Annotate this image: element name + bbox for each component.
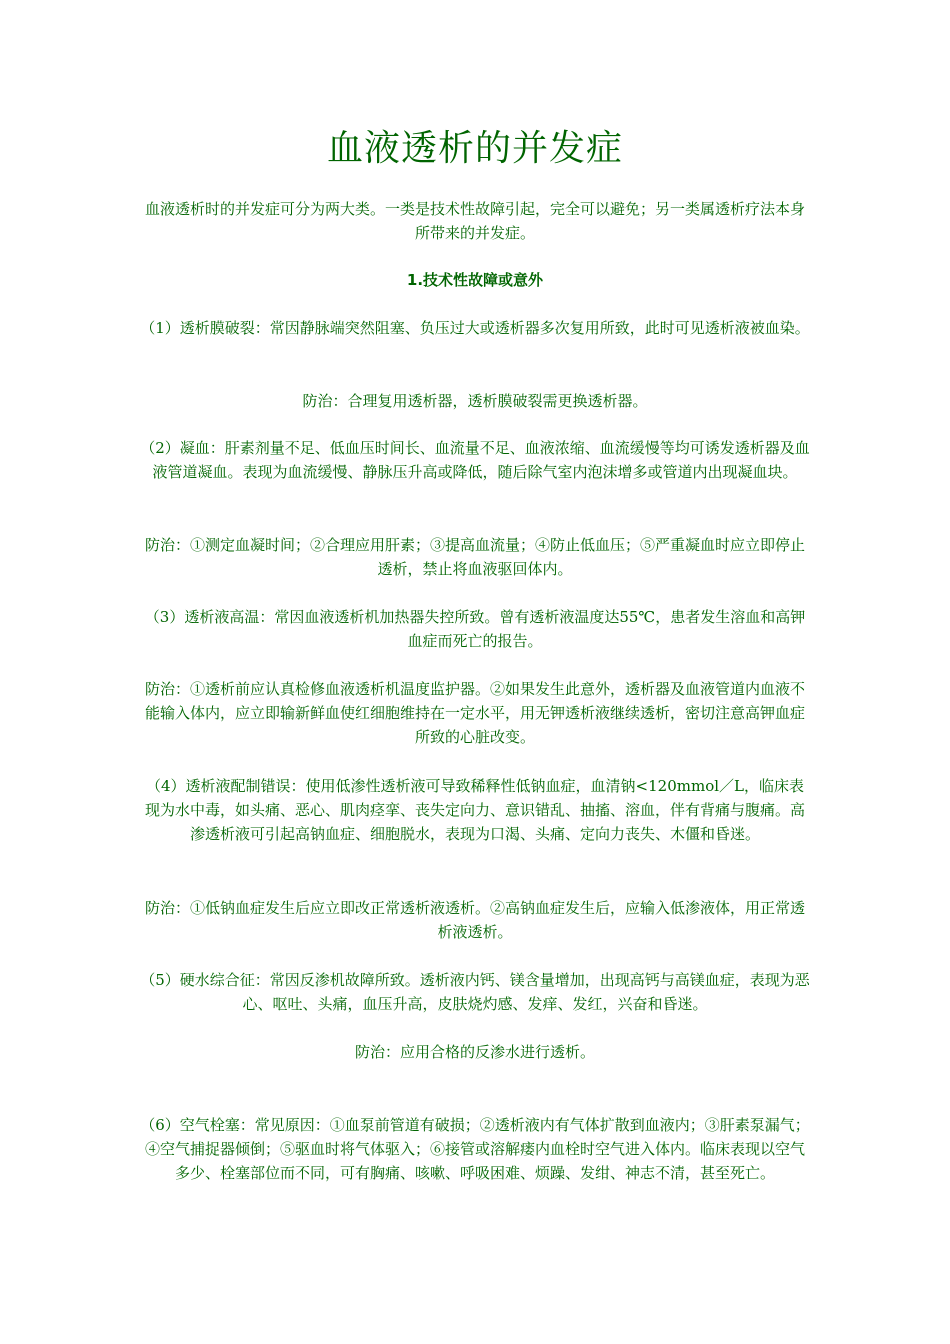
- intro-paragraph: 血液透析时的并发症可分为两大类。一类是技术性故障引起，完全可以避免；另一类属透析疗法本身所带来的并发症。: [144, 200, 805, 242]
- paragraph-hard-water: （5）硬水综合征：常因反渗机故障所致。透析液内钙、镁含量增加，出现高钙与高镁血症，表现为恶心、呕吐、头痛，血压升高，皮肤烧灼感、发痒、发红，兴奋和昏迷。: [140, 971, 810, 1013]
- paragraph-dialysate-error: （4）透析液配制错误：使用低渗性透析液可导致稀释性低钠血症，血清钠<120mmol／L，临床表现为水中毒，如头痛、恶心、肌肉痉挛、丧失定向力、意识错乱、抽搐、溶血，伴有背痛与腹痛。高渗透析液可引起高钠血症、细胞脱水，表现为口渴、头痛、定向力丧失、木僵和昏迷。: [144, 777, 805, 843]
- paragraph-prevention-2: 防治：①测定血凝时间；②合理应用肝素；③提高血流量；④防止低血压；⑤严重凝血时应立即停止透析，禁止将血液驱回体内。: [144, 536, 805, 578]
- paragraph-prevention-3: 防治：①透析前应认真检修血液透析机温度监护器。②如果发生此意外，透析器及血液管道内血液不能输入体内，应立即输新鲜血使红细胞维持在一定水平，用无钾透析液继续透析，密切注意高钾血症所致的心脏改变。: [144, 680, 805, 746]
- paragraph-prevention-4: 防治：①低钠血症发生后应立即改正常透析液透析。②高钠血症发生后，应输入低渗液体，用正常透析液透析。: [144, 899, 805, 941]
- paragraph-coagulation: （2）凝血：肝素剂量不足、低血压时间长、血流量不足、血液浓缩、血流缓慢等均可诱发透析器及血液管道凝血。表现为血流缓慢、静脉压升高或降低，随后除气室内泡沫增多或管道内出现凝血块。: [140, 439, 810, 481]
- paragraph-membrane-rupture: （1）透析膜破裂：常因静脉端突然阻塞、负压过大或透析器多次复用所致，此时可见透析液被血染。: [140, 319, 810, 337]
- paragraph-high-temperature: （3）透析液高温：常因血液透析机加热器失控所致。曾有透析液温度达55℃，患者发生溶血和高钾血症而死亡的报告。: [144, 608, 806, 650]
- document-title: 血液透析的并发症: [326, 128, 623, 169]
- section-heading: 1.技术性故障或意外: [406, 271, 544, 289]
- paragraph-prevention-1: 防治：合理复用透析器，透析膜破裂需更换透析器。: [302, 392, 648, 410]
- paragraph-prevention-5: 防治：应用合格的反渗水进行透析。: [354, 1043, 595, 1061]
- paragraph-air-embolism: （6）空气栓塞：常见原因：①血泵前管道有破损；②透析液内有气体扩散到血液内；③肝素泵漏气；④空气捕捉器倾倒；⑤驱血时将气体驱入；⑥接管或溶解瘘内血栓时空气进入体内。临床表现以空气多少、栓塞部位而不同，可有胸痛、咳嗽、呼吸困难、烦躁、发绀、神志不清，甚至死亡。: [140, 1116, 810, 1182]
